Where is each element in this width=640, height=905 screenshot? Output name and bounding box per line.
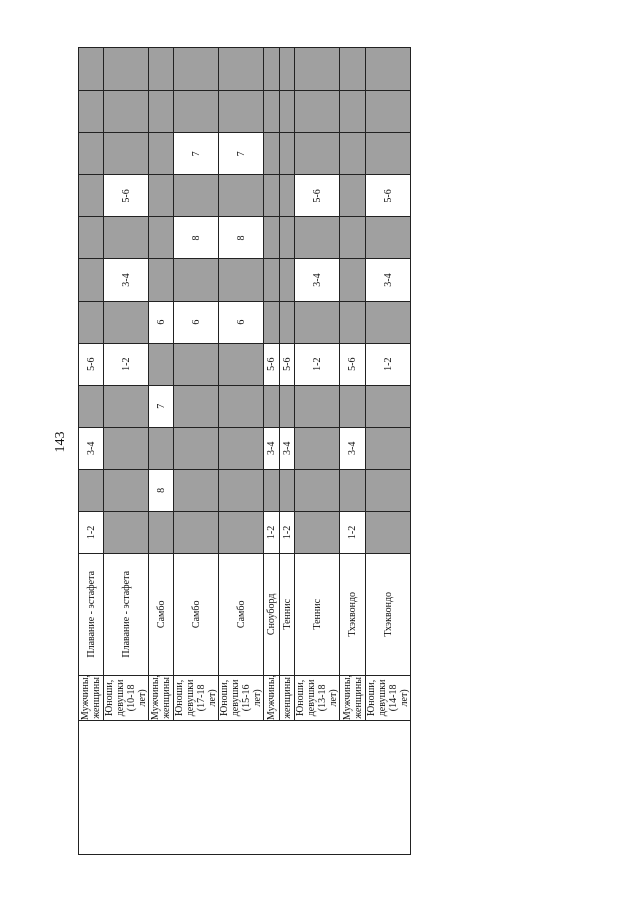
value-cell: 5-6 bbox=[264, 343, 280, 385]
value-cell bbox=[340, 301, 366, 343]
value-cell bbox=[149, 259, 174, 301]
value-cell: 7 bbox=[149, 385, 174, 427]
value-cell bbox=[79, 217, 104, 259]
value-cell bbox=[280, 175, 295, 217]
value-cell bbox=[366, 427, 411, 469]
value-cell bbox=[280, 133, 295, 175]
value-cell bbox=[219, 385, 264, 427]
value-cell bbox=[280, 48, 295, 91]
value-cell bbox=[104, 427, 149, 469]
category-cell: Мужчины, женщины bbox=[341, 674, 364, 721]
category-cell: Мужчины, bbox=[264, 675, 280, 720]
value-cell bbox=[340, 91, 366, 133]
value-cell bbox=[174, 385, 219, 427]
sport-cell: Плавание - эстафета bbox=[79, 553, 104, 675]
value-cell bbox=[295, 48, 340, 91]
sport-cell: Плавание - эстафета bbox=[104, 553, 149, 675]
value-cell bbox=[79, 175, 104, 217]
value-cell bbox=[104, 469, 149, 511]
value-cell bbox=[295, 511, 340, 553]
value-cell bbox=[79, 133, 104, 175]
category-cell: Юноши, девушки (10-18 лет) bbox=[104, 675, 149, 720]
value-cell bbox=[174, 48, 219, 91]
value-cell bbox=[340, 259, 366, 301]
value-cell bbox=[104, 133, 149, 175]
value-cell bbox=[219, 48, 264, 91]
value-cell bbox=[366, 217, 411, 259]
category-cell: Юноши, девушки (14-18 лет) bbox=[366, 675, 411, 720]
value-cell bbox=[295, 91, 340, 133]
value-cell bbox=[340, 385, 366, 427]
value-cell: 3-4 bbox=[79, 427, 104, 469]
value-cell: 3-4 bbox=[340, 427, 366, 469]
category-cell: Юноши, девушки (13-18 лет) bbox=[295, 675, 340, 720]
value-cell: 8 bbox=[149, 469, 174, 511]
value-cell bbox=[264, 259, 280, 301]
value-cell bbox=[295, 133, 340, 175]
value-cell bbox=[366, 385, 411, 427]
value-cell bbox=[264, 48, 280, 91]
value-cell: 3-4 bbox=[264, 427, 280, 469]
value-cell bbox=[174, 511, 219, 553]
value-cell bbox=[366, 91, 411, 133]
value-cell: 1-2 bbox=[264, 511, 280, 553]
sport-cell: Самбо bbox=[174, 553, 219, 675]
value-cell bbox=[79, 469, 104, 511]
value-cell: 3-4 bbox=[295, 259, 340, 301]
value-cell: 6 bbox=[149, 301, 174, 343]
value-cell: 5-6 bbox=[104, 175, 149, 217]
value-cell bbox=[104, 217, 149, 259]
value-cell: 5-6 bbox=[79, 343, 104, 385]
page-number: 143 bbox=[53, 431, 68, 453]
value-cell: 5-6 bbox=[280, 343, 295, 385]
value-cell bbox=[264, 301, 280, 343]
value-cell: 5-6 bbox=[366, 175, 411, 217]
value-cell bbox=[104, 511, 149, 553]
value-cell: 8 bbox=[219, 217, 264, 259]
value-cell bbox=[104, 91, 149, 133]
value-cell bbox=[280, 469, 295, 511]
category-cell: Мужчины, женщины bbox=[150, 674, 172, 721]
value-cell bbox=[149, 427, 174, 469]
value-cell bbox=[264, 175, 280, 217]
value-cell bbox=[219, 175, 264, 217]
value-cell bbox=[149, 133, 174, 175]
value-cell: 1-2 bbox=[366, 343, 411, 385]
value-cell bbox=[295, 217, 340, 259]
value-cell bbox=[366, 48, 411, 91]
value-cell bbox=[264, 91, 280, 133]
value-cell bbox=[295, 427, 340, 469]
value-cell: 3-4 bbox=[104, 259, 149, 301]
value-cell bbox=[280, 259, 295, 301]
value-cell bbox=[340, 48, 366, 91]
value-cell bbox=[174, 175, 219, 217]
category-cell: женщины bbox=[281, 677, 293, 719]
value-cell bbox=[340, 133, 366, 175]
value-cell bbox=[264, 469, 280, 511]
value-cell bbox=[219, 427, 264, 469]
value-cell bbox=[280, 385, 295, 427]
results-table bbox=[78, 47, 411, 855]
value-cell bbox=[149, 343, 174, 385]
value-cell bbox=[149, 175, 174, 217]
sport-cell: Самбо bbox=[149, 553, 174, 675]
value-cell: 6 bbox=[174, 301, 219, 343]
value-cell bbox=[104, 301, 149, 343]
sport-cell: Тхэквондо bbox=[366, 553, 411, 675]
table-row bbox=[79, 48, 104, 855]
value-cell bbox=[366, 301, 411, 343]
value-cell bbox=[174, 343, 219, 385]
value-cell bbox=[280, 217, 295, 259]
category-cell: Юноши, девушки (15-16 лет) bbox=[219, 675, 264, 720]
value-cell: 1-2 bbox=[104, 343, 149, 385]
value-cell bbox=[174, 91, 219, 133]
value-cell bbox=[280, 91, 295, 133]
value-cell bbox=[174, 469, 219, 511]
value-cell: 1-2 bbox=[280, 511, 295, 553]
category-cell: Юноши, девушки (17-18 лет) bbox=[174, 675, 219, 720]
value-cell: 6 bbox=[219, 301, 264, 343]
value-cell bbox=[79, 385, 104, 427]
value-cell: 7 bbox=[219, 133, 264, 175]
category-cell: Мужчины, женщины bbox=[80, 674, 102, 721]
value-cell bbox=[340, 217, 366, 259]
value-cell: 3-4 bbox=[366, 259, 411, 301]
sport-cell: Теннис bbox=[295, 553, 340, 675]
sport-cell: Тхэквондо bbox=[340, 553, 366, 675]
value-cell: 5-6 bbox=[340, 343, 366, 385]
value-cell bbox=[79, 301, 104, 343]
value-cell bbox=[366, 511, 411, 553]
value-cell bbox=[79, 91, 104, 133]
value-cell: 8 bbox=[174, 217, 219, 259]
table-container bbox=[78, 47, 410, 855]
value-cell bbox=[219, 343, 264, 385]
value-cell bbox=[264, 385, 280, 427]
value-cell bbox=[295, 469, 340, 511]
empty-first-column bbox=[79, 721, 411, 855]
value-cell bbox=[340, 175, 366, 217]
value-cell: 1-2 bbox=[79, 511, 104, 553]
value-cell bbox=[104, 48, 149, 91]
value-cell bbox=[219, 259, 264, 301]
value-cell: 1-2 bbox=[340, 511, 366, 553]
value-cell bbox=[295, 385, 340, 427]
value-cell bbox=[280, 301, 295, 343]
value-cell bbox=[79, 259, 104, 301]
value-cell bbox=[340, 469, 366, 511]
value-cell bbox=[295, 301, 340, 343]
sport-cell: Самбо bbox=[219, 553, 264, 675]
value-cell bbox=[264, 133, 280, 175]
value-cell bbox=[79, 48, 104, 91]
value-cell bbox=[219, 511, 264, 553]
value-cell bbox=[149, 511, 174, 553]
sport-cell: Сноуборд bbox=[264, 553, 280, 675]
value-cell bbox=[149, 217, 174, 259]
value-cell bbox=[219, 469, 264, 511]
value-cell bbox=[149, 91, 174, 133]
sport-cell: Теннис bbox=[280, 553, 295, 675]
value-cell: 3-4 bbox=[280, 427, 295, 469]
value-cell bbox=[366, 469, 411, 511]
value-cell: 5-6 bbox=[295, 175, 340, 217]
value-cell bbox=[366, 133, 411, 175]
value-cell bbox=[174, 259, 219, 301]
value-cell bbox=[149, 48, 174, 91]
value-cell bbox=[174, 427, 219, 469]
value-cell: 7 bbox=[174, 133, 219, 175]
value-cell bbox=[104, 385, 149, 427]
value-cell bbox=[264, 217, 280, 259]
table-body bbox=[79, 48, 411, 855]
value-cell bbox=[219, 91, 264, 133]
value-cell: 1-2 bbox=[295, 343, 340, 385]
